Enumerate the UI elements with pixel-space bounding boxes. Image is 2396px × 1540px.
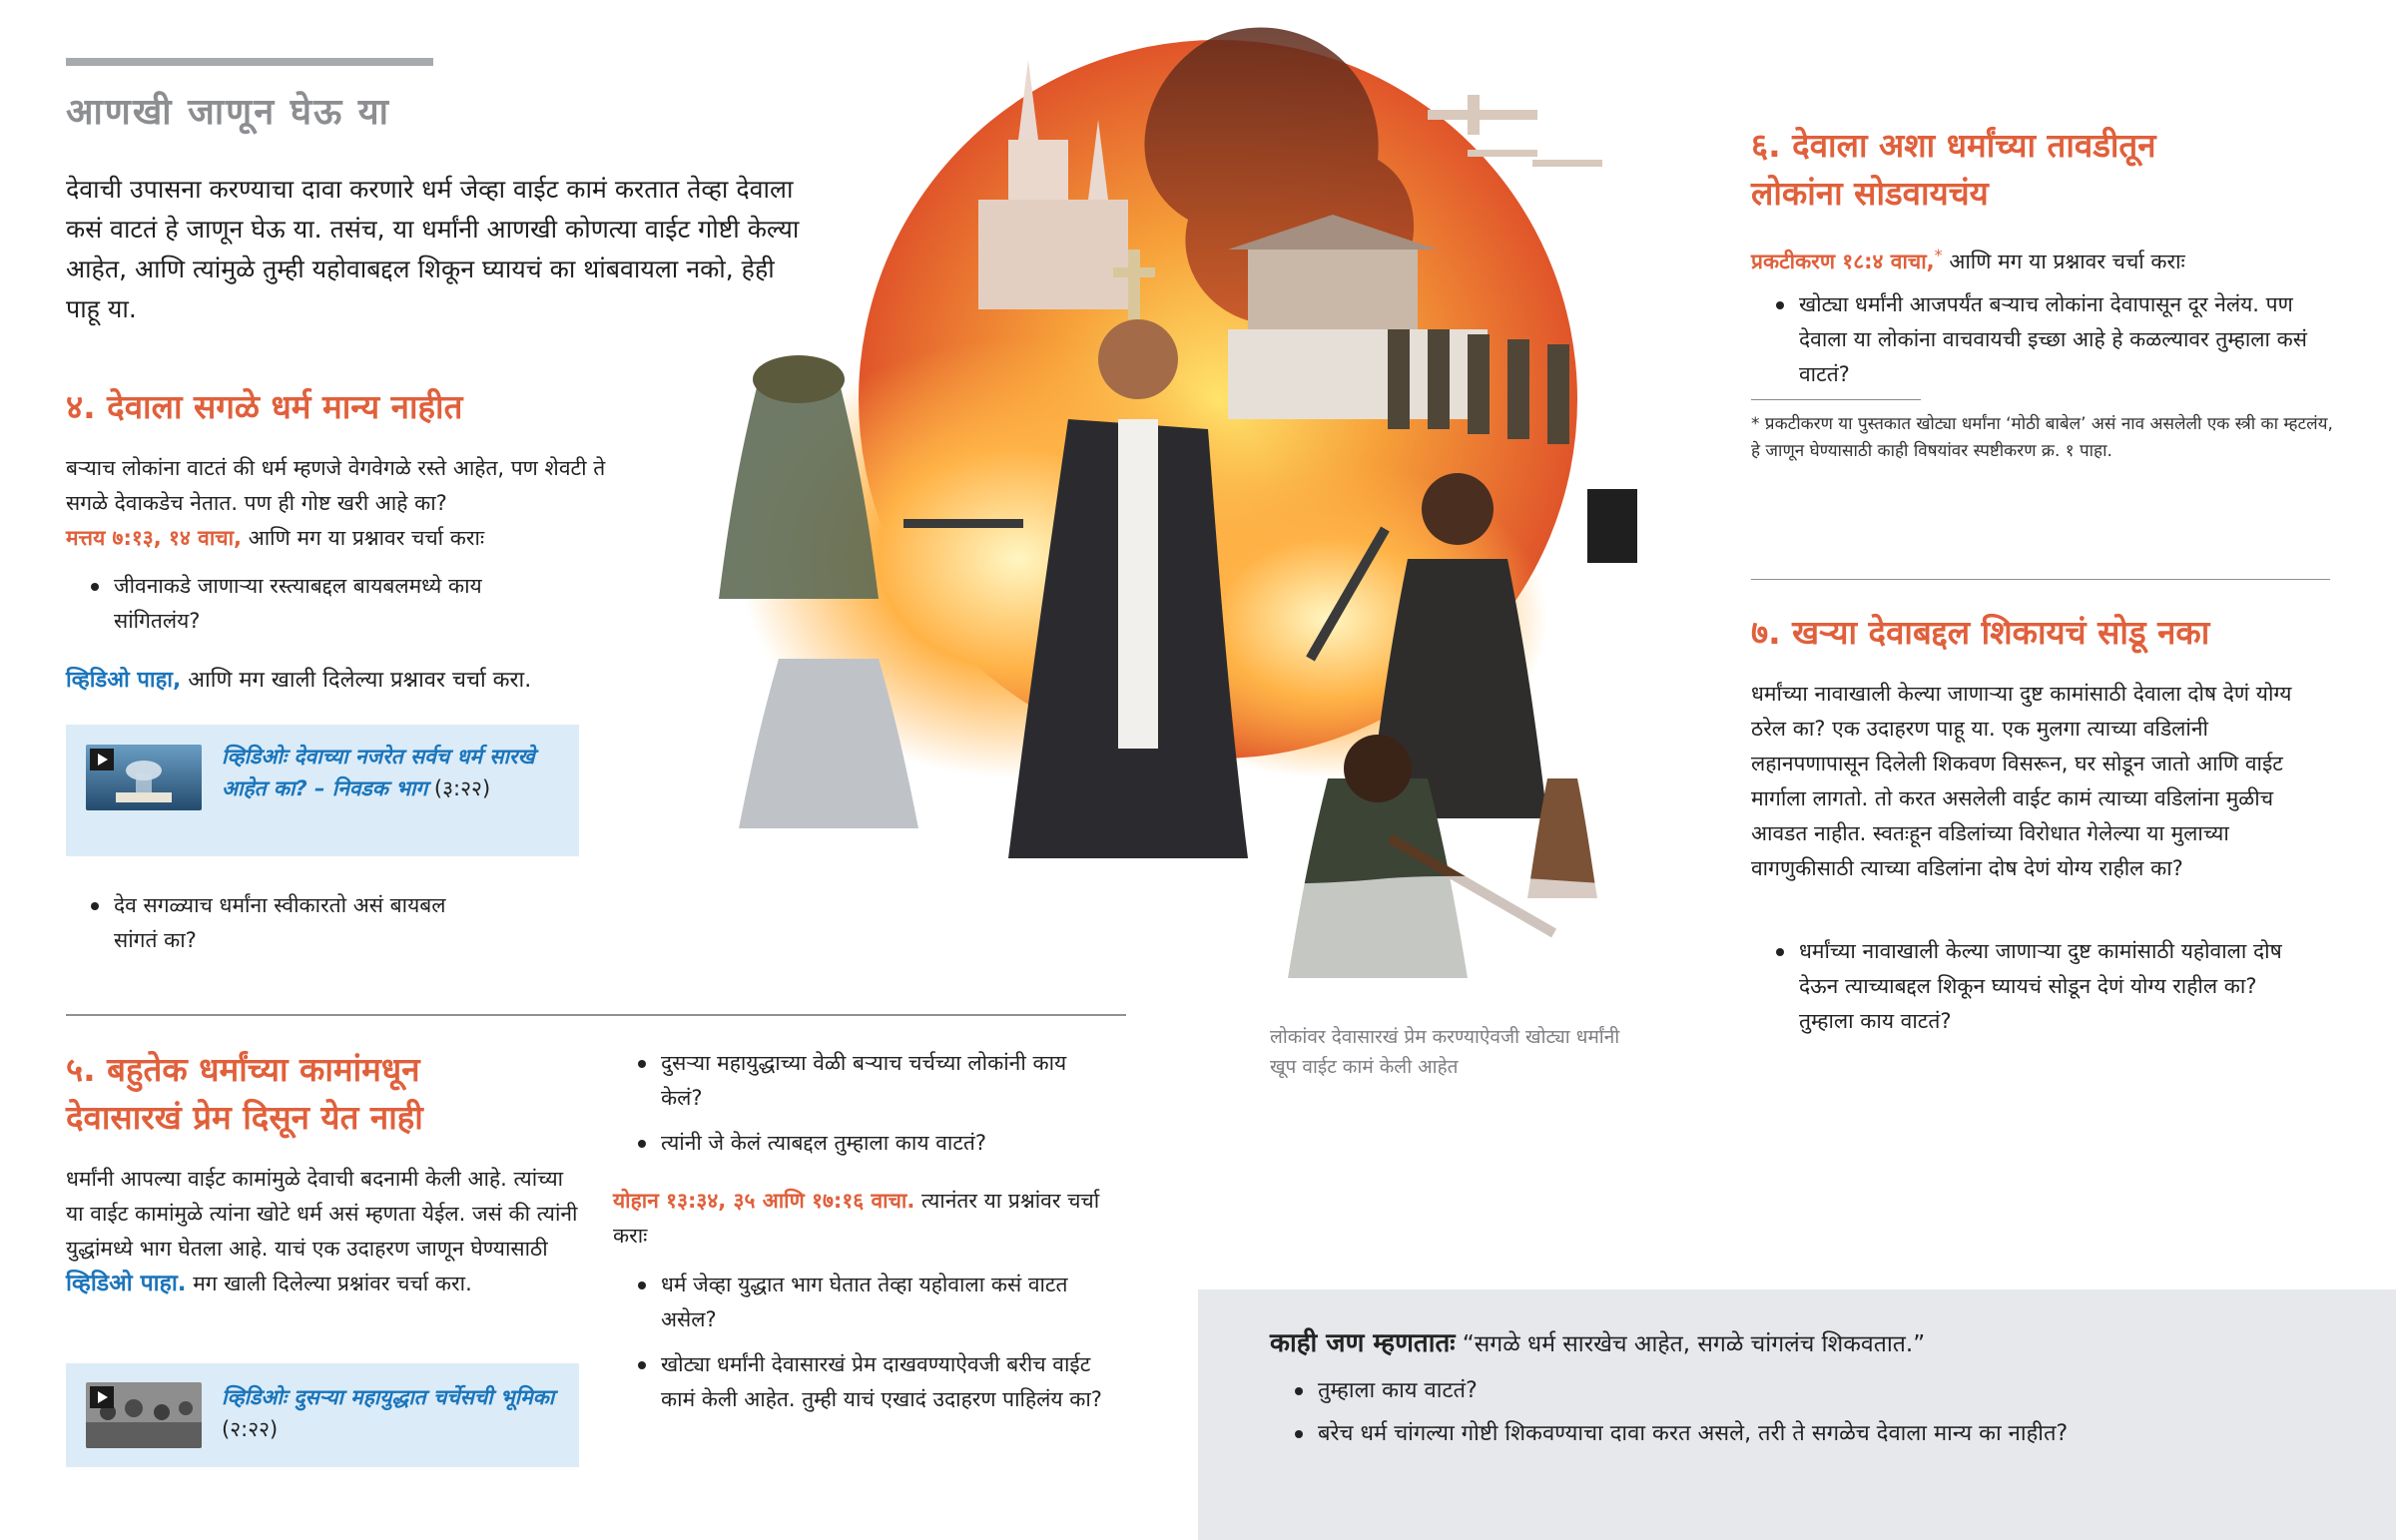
video-title[interactable]: व्हिडिओः दुसऱ्या महायुद्धात चर्चेसची भूमिका — [222, 1385, 555, 1409]
section-6-title — [1751, 122, 2156, 218]
section-6-reading — [1751, 238, 2350, 279]
question-item: धर्म जेव्हा युद्धात भाग घेतात तेव्हा यहोवाला कसं वाटत असेल? — [613, 1268, 1102, 1337]
divider — [66, 1014, 1126, 1016]
reading-instruction: आणि मग या प्रश्नावर चर्चा कराः — [1942, 250, 2185, 273]
illustration-caption: लोकांवर देवासारखं प्रेम करण्याऐवजी खोट्या धर्मांनी खूप वाईट कामं केली आहेत — [1270, 1026, 1620, 1078]
header-rule — [66, 58, 433, 66]
section-5-title-line-1: ५. बहुतेक धर्मांच्या कामांमधून — [66, 1050, 420, 1089]
section-5-reading — [613, 1184, 1112, 1254]
video-card-2[interactable] — [66, 1363, 579, 1467]
video-link[interactable]: व्हिडिओ पाहा. — [66, 1271, 187, 1296]
section-5-questions-2 — [613, 1268, 1102, 1427]
video-card-1[interactable] — [66, 725, 579, 856]
intro-paragraph: देवाची उपासना करण्याचा दावा करणारे धर्म जेव्हा वाईट कामं करतात तेव्हा देवाला कसं वाटतं हे जाणून घेऊ या. तसंच, या धर्मांनी आणखी कोणत्या वाईट गोष्टी केल्या आहेत, आणि त्यांमुळे तुम्ही यहोवाबद्दल शिकून घ्यायचं का थांबवायला नको, हेही पाहू या. — [66, 175, 800, 323]
scripture-reference-revelation[interactable]: प्रकटीकरण १८:४ वाचा, — [1751, 250, 1935, 273]
some-people-say-box — [1198, 1289, 2396, 1540]
section-4-questions-2 — [66, 888, 495, 968]
section-6-title-line-1: ६. देवाला अशा धर्मांच्या तावडीतून — [1751, 126, 2156, 165]
scripture-reference-john[interactable]: योहान १३:३४, ३५ आणि १७:१६ वाचा. — [613, 1189, 915, 1213]
section-4-reading — [66, 521, 665, 556]
some-people-say-quote: “सगळे धर्म सारखेच आहेत, सगळे चांगलंच शिकवतात.” — [1455, 1331, 1926, 1357]
some-people-say-questions — [1270, 1373, 2348, 1461]
play-icon[interactable] — [90, 1386, 114, 1408]
section-7-paragraph: धर्मांच्या नावाखाली केल्या जाणाऱ्या दुष्ट कामांसाठी देवाला दोष देणं योग्य ठरेल का? एक उदाहरण पाहू या. एक मुलगा त्याच्या वडिलांनी लहानपणापासून दिलेली शिकवण विसरून, घर सोडून जातो आणि वाईट मार्गाला लागतो. तो करत असलेली वाईट कामं त्याच्या वडिलांना मुळीच आवडत नाहीत. स्वतःहून वडिलांच्या विरोधात गेलेल्या या मुलाच्या वागणुकीसाठी त्याच्या वडिलांना दोष देणं योग्य राहील का? — [1751, 682, 2292, 880]
question-item: त्यांनी जे केलं त्याबद्दल तुम्हाला काय वाटतं? — [613, 1126, 1102, 1161]
footnote: * प्रकटीकरण या पुस्तकात खोट्या धर्मांना ‘मोठी बाबेल’ असं नाव असलेली एक स्त्री का म्हटलंय, हे जाणून घेण्यासाठी काही विषयांवर स्पष्टीकरण क्र. १ पाहा. — [1751, 414, 2333, 461]
section-6-questions — [1751, 287, 2310, 402]
play-icon[interactable] — [90, 749, 114, 770]
video-instruction-text: आणि मग खाली दिलेल्या प्रश्नावर चर्चा करा. — [181, 668, 532, 693]
reading-instruction: त्यानंतर या प्रश्नांवर चर्चा कराः — [613, 1189, 1100, 1248]
section-5-questions-1 — [613, 1046, 1102, 1171]
question-item: तुम्हाला काय वाटतं? — [1270, 1373, 2348, 1408]
video-duration: (३:२२) — [433, 776, 491, 800]
section-7-title: ७. खऱ्या देवाबद्दल शिकायचं सोडू नका — [1751, 613, 2210, 652]
video-title[interactable]: व्हिडिओः देवाच्या नजरेत सर्वच धर्म सारखे आहेत का? – निवडक भाग — [222, 745, 535, 800]
video-duration: (२:२२) — [222, 1417, 279, 1441]
some-people-say-label: काही जण म्हणतातः — [1270, 1328, 1456, 1358]
some-people-say-line — [1270, 1325, 2348, 1362]
section-5-paragraph — [66, 1162, 585, 1301]
section-header: आणखी जाणून घेऊ या — [66, 92, 390, 133]
video-card-text — [222, 741, 561, 804]
video-thumbnail[interactable] — [86, 1382, 202, 1448]
question-item: खोट्या धर्मांनी देवासारखं प्रेम दाखवण्याऐवजी बरीच वाईट कामं केली आहेत. तुम्ही याचं एखादं उदाहरण पाहिलंय का? — [613, 1347, 1102, 1417]
section-5-title-line-2: देवासारखं प्रेम दिसून येत नाही — [66, 1098, 423, 1137]
section-4-title: ४. देवाला सगळे धर्म मान्य नाहीत — [66, 387, 463, 426]
section-5-title — [66, 1046, 423, 1142]
video-card-text — [222, 1381, 561, 1445]
section-7-questions — [1751, 934, 2310, 1049]
divider — [1751, 579, 2330, 580]
reading-instruction: आणि मग या प्रश्नावर चर्चा कराः — [242, 526, 485, 550]
section-5-text: धर्मांनी आपल्या वाईट कामांमुळे देवाची बदनामी केली आहे. त्यांच्या या वाईट कामांमुळे त्यांना खोटे धर्म असं म्हणता येईल. जसं की त्यांनी युद्धांमध्ये भाग घेतला आहे. याचं एक उदाहरण जाणून घेण्यासाठी — [66, 1167, 578, 1261]
footnote-marker[interactable]: * — [1934, 246, 1943, 264]
religion-war-illustration — [689, 0, 1737, 1008]
section-4-paragraph: बऱ्याच लोकांना वाटतं की धर्म म्हणजे वेगवेगळे रस्ते आहेत, पण शेवटी ते सगळे देवाकडेच नेतात. पण ही गोष्ट खरी आहे का? — [66, 456, 606, 515]
section-5-text-end: मग खाली दिलेल्या प्रश्नांवर चर्चा करा. — [186, 1272, 472, 1295]
question-item: बरेच धर्म चांगल्या गोष्टी शिकवण्याचा दावा करत असले, तरी ते सगळेच देवाला मान्य का नाहीत? — [1270, 1416, 2348, 1451]
question-item: खोट्या धर्मांनी आजपर्यंत बऱ्याच लोकांना देवापासून दूर नेलंय. पण देवाला या लोकांना वाचवायची इच्छा आहे हे कळल्यावर तुम्हाला कसं वाटतं? — [1751, 287, 2310, 392]
section-6-title-line-2: लोकांना सोडवायचंय — [1751, 174, 1989, 213]
video-link[interactable]: व्हिडिओ पाहा, — [66, 668, 182, 693]
question-item: दुसऱ्या महायुद्धाच्या वेळी बऱ्याच चर्चच्या लोकांनी काय केलं? — [613, 1046, 1102, 1116]
question-item: जीवनाकडे जाणाऱ्या रस्त्याबद्दल बायबलमध्ये काय सांगितलंय? — [66, 569, 535, 639]
scripture-reference-matthew[interactable]: मत्तय ७:१३, १४ वाचा, — [66, 526, 243, 550]
video-thumbnail[interactable] — [86, 745, 202, 810]
section-4-video-instruction — [66, 663, 705, 698]
section-4-questions — [66, 569, 535, 649]
question-item: देव सगळ्याच धर्मांना स्वीकारतो असं बायबल सांगतं का? — [66, 888, 495, 958]
question-item: धर्मांच्या नावाखाली केल्या जाणाऱ्या दुष्ट कामांसाठी यहोवाला दोष देऊन त्याच्याबद्दल शिकून घ्यायचं सोडून देणं योग्य राहील का? तुम्हाला काय वाटतं? — [1751, 934, 2310, 1039]
footnote-rule — [1751, 399, 1921, 400]
